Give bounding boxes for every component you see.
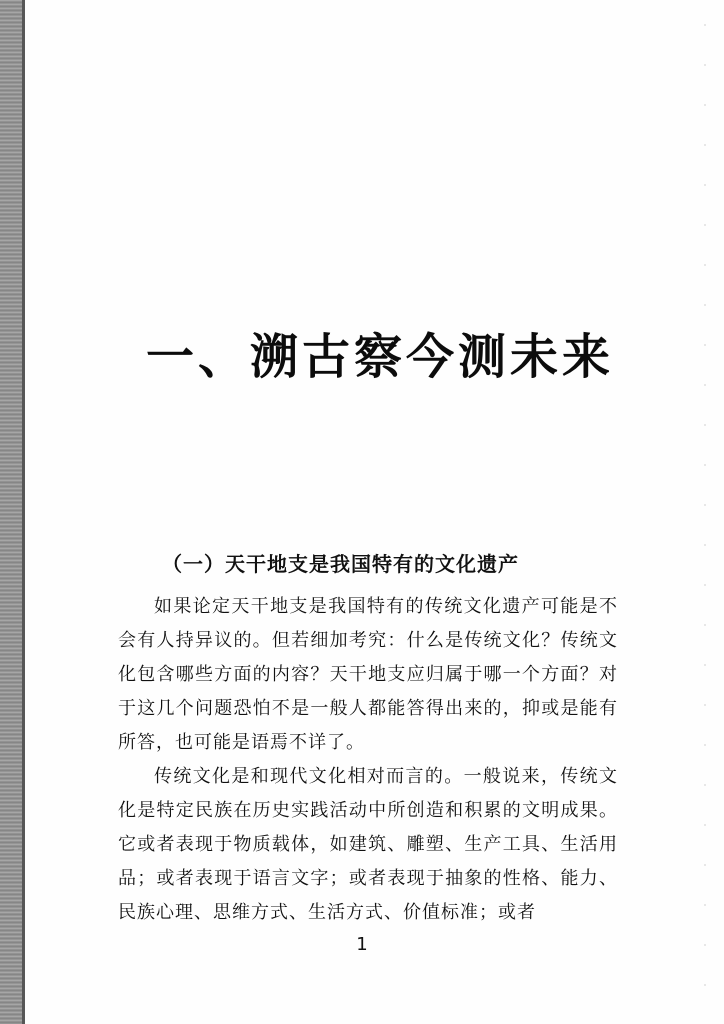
scan-edge-specks <box>704 0 706 1024</box>
paragraph-2: 传统文化是和现代文化相对而言的。一般说来，传统文化是特定民族在历史实践活动中所创造和积累的文明成果。它或者表现于物质载体，如建筑、雕塑、生产工具、生活用品；或者表现于语言文字；或者表现于抽象的性格、能力、民族心理、思维方式、生活方式、价值标准；或者 <box>118 766 618 923</box>
section-heading: （一）天干地支是我国特有的文化遗产 <box>162 552 519 576</box>
chapter-title: 一、溯古察今测未来 <box>145 329 614 385</box>
body-text <box>118 590 618 930</box>
page-number: 1 <box>356 934 368 955</box>
paragraph-1: 如果论定天干地支是我国特有的传统文化遗产可能是不会有人持异议的。但若细加考究：什么是传统文化？传统文化包含哪些方面的内容？天干地支应归属于哪一个方面？对于这几个问题恐怕不是一般人都能答得出来的，抑或是能有所答，也可能是语焉不详了。 <box>118 596 618 753</box>
scan-binding-edge <box>0 0 22 1024</box>
